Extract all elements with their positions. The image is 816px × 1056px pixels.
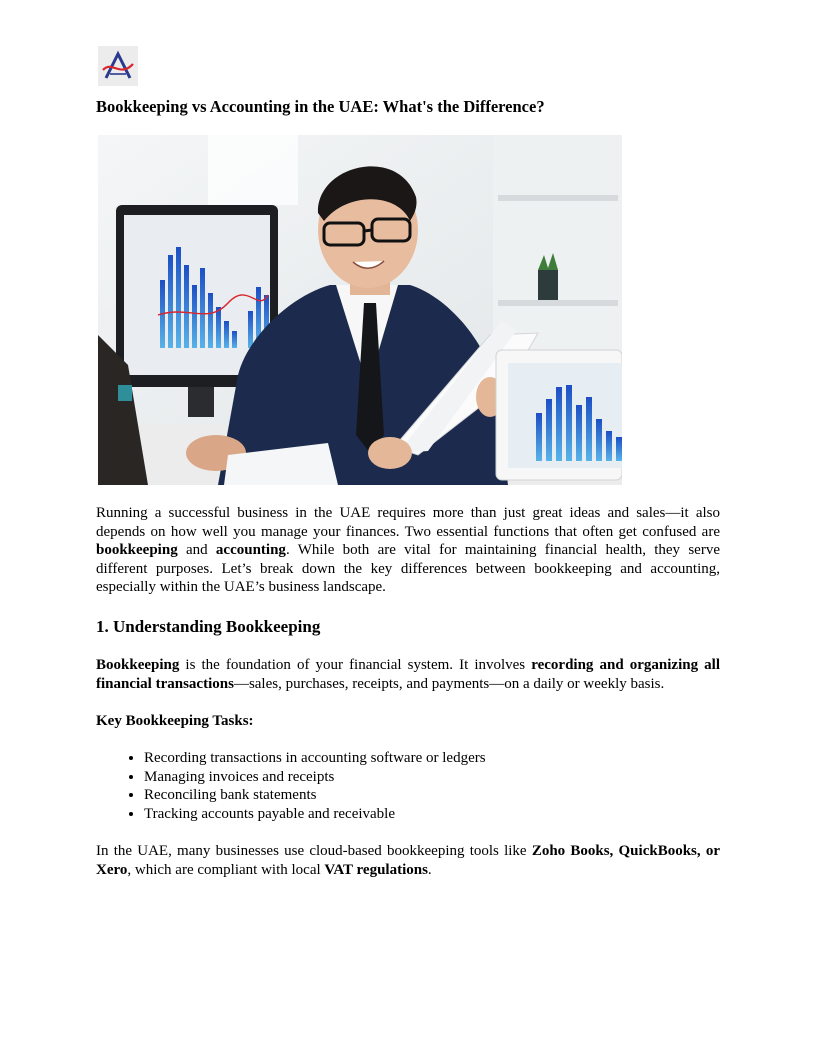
company-logo	[98, 46, 138, 86]
section-heading: 1. Understanding Bookkeeping	[96, 616, 321, 636]
list-item: • Tracking accounts payable and receivable	[144, 805, 720, 824]
tasks-list	[96, 749, 720, 823]
bookkeeping-term: bookkeeping	[96, 542, 178, 559]
uae-tools-paragraph: In the UAE, many businesses use cloud-based bookkeeping tools like Zoho Books, QuickBooks, or Xero, which are compliant with local VAT regulations.	[96, 843, 721, 878]
article-title: Bookkeeping vs Accounting in the UAE: What's the Difference?	[96, 97, 545, 116]
hero-image	[98, 135, 622, 485]
article-body	[96, 504, 720, 879]
list-item: • Managing invoices and receipts	[144, 768, 720, 787]
businessman-reviewing-charts-photo	[98, 135, 622, 485]
bookkeeping-definition-paragraph: Bookkeeping is the foundation of your financial system. It involves recording and organizing all financial transactions—sales, purchases, receipts, and payments—on a daily or weekly basis.	[96, 657, 720, 692]
intro-paragraph: Running a successful business in the UAE requires more than just great ideas and sales—it also depends on how well you manage your finances. Two essential functions that often get confused are bookkeeping and accounting. While both are vital for maintaining financial health, they serve different purposes. Let’s break down the key differences between bookkeeping and accounting, especially within the UAE’s business landscape.	[96, 505, 720, 596]
accounting-term: accounting	[215, 542, 286, 559]
list-item: • Recording transactions in accounting software or ledgers	[144, 749, 720, 768]
tasks-heading: Key Bookkeeping Tasks:	[96, 712, 254, 729]
company-logo-icon	[98, 46, 138, 86]
list-item: • Reconciling bank statements	[144, 786, 720, 805]
